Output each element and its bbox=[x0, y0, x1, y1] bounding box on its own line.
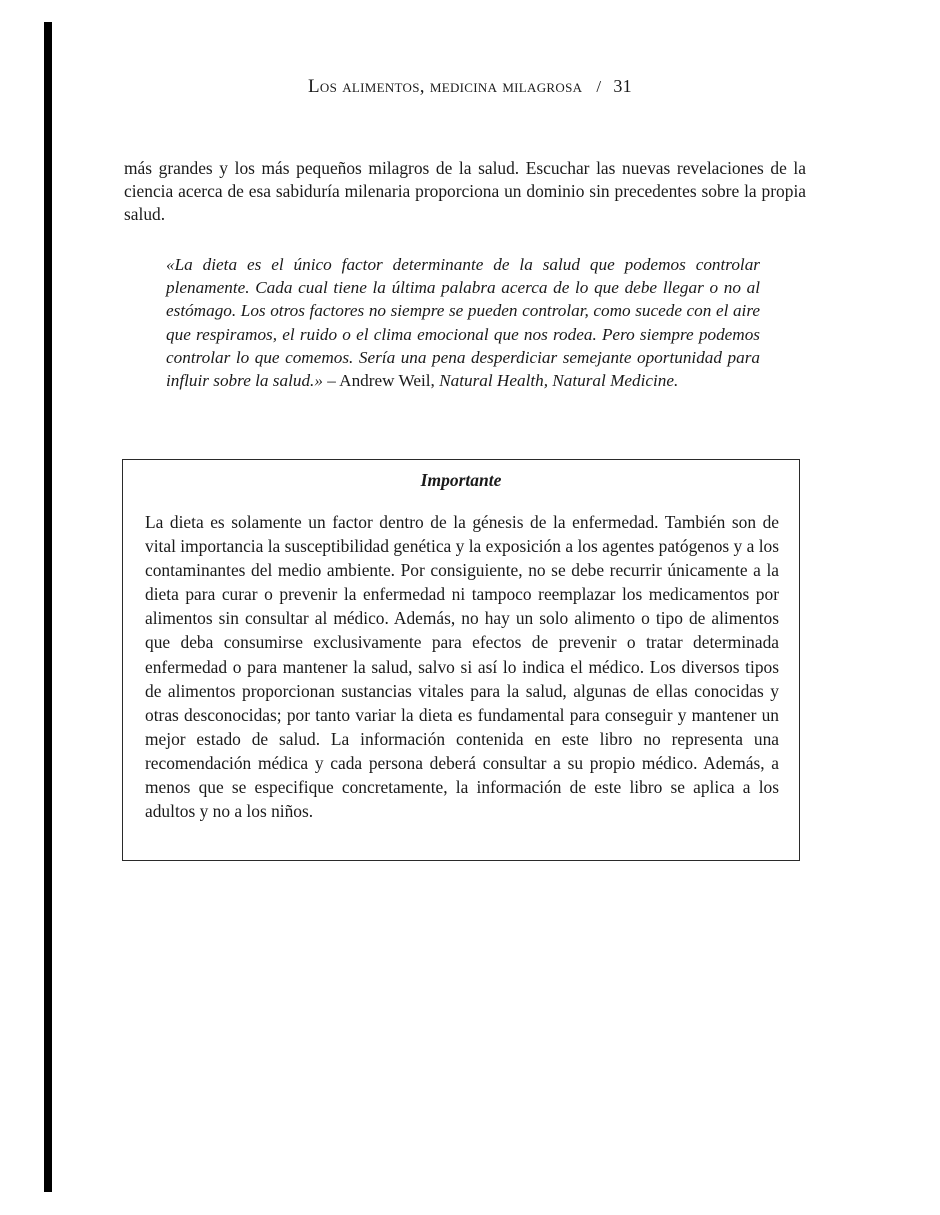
important-notice-box bbox=[122, 459, 800, 861]
page-number: 31 bbox=[613, 76, 632, 96]
running-header-title: Los alimentos, medicina milagrosa bbox=[308, 76, 583, 97]
quote-text: «La dieta es el único factor determinante de la salud que podemos controlar plenamente. Cada cual tiene la última palabra acerca de lo que debe llegar o no al estómago. Los otros factores no siempre se pueden controlar, como sucede con el aire que respiramos, el ruido o el clima emocional que nos rodea. Pero siempre podemos controlar lo que comemos. Sería una pena desperdiciar semejante oportunidad para influir sobre la salud.» bbox=[166, 255, 760, 391]
running-header bbox=[0, 76, 940, 98]
quote-author: – Andrew Weil, bbox=[322, 371, 440, 391]
notice-text: La dieta es solamente un factor dentro de la génesis de la enfermedad. También son de vital importancia la susceptibilidad genética y la exposición a los agentes patógenos y a los contaminantes del medio ambiente. Por consiguiente, no se debe recurrir únicamente a la dieta para curar o prevenir la enfermedad ni tampoco reemplazar los medicamentos por alimentos sin consultar al médico. Además, no hay un solo alimento o tipo de alimentos que deba consumirse exclusivamente para efectos de prevenir o tratar determinada enfermedad o para mantener la salud, salvo si así lo indica el médico. Los diversos tipos de alimentos proporcionan sustancias vitales para la salud, algunas de ellas conocidas y otras desconocidas; por tanto variar la dieta es fundamental para conseguir y mantener un mejor estado de salud. La información contenida en este libro no representa una recomendación médica y cada persona deberá consultar a su propio médico. Además, a menos que se especifique concretamente, la información de este libro se aplica a los adultos y no a los niños. bbox=[145, 512, 779, 822]
notice-title: Importante bbox=[420, 470, 502, 490]
page-binding-edge bbox=[44, 22, 52, 1192]
quote-source: Natural Health, Natural Medicine. bbox=[439, 371, 679, 391]
block-quote bbox=[166, 253, 760, 392]
body-paragraph: más grandes y los más pequeños milagros de la salud. Escuchar las nuevas revelaciones de la ciencia acerca de esa sabiduría milenaria proporciona un dominio sin precedentes sobre la propia salud. bbox=[124, 158, 806, 225]
running-header-separator: / bbox=[596, 77, 602, 96]
